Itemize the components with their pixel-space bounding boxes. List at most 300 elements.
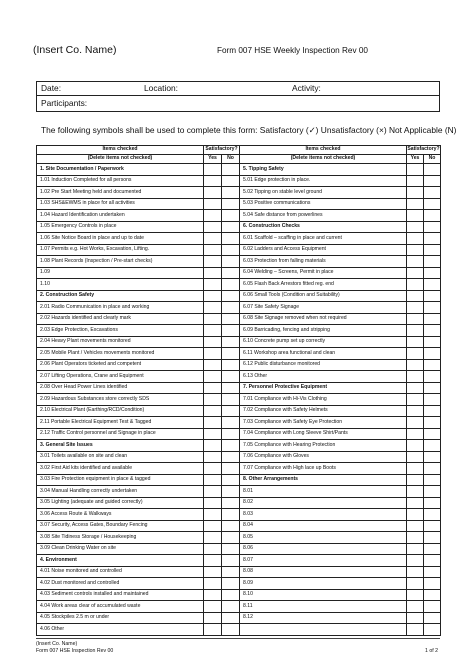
table-row [37,509,441,521]
yes-checkbox-cell[interactable] [407,267,424,279]
no-checkbox-cell[interactable] [222,532,240,544]
no-checkbox-cell[interactable] [424,532,441,544]
table-row [37,612,441,624]
check-item: 6.04 Welding – Screens, Permit in place [240,267,407,279]
yes-checkbox-cell[interactable] [204,394,222,406]
no-checkbox-cell[interactable] [424,336,441,348]
table-row [37,405,441,417]
yes-checkbox-cell[interactable] [407,175,424,187]
no-checkbox-cell[interactable] [424,612,441,624]
check-item: 6.11 Workshop area functional and clean [240,348,407,360]
check-item: 6.05 Flash Back Arrestors fitted reg. end [240,279,407,291]
yes-checkbox-cell[interactable] [204,428,222,440]
yes-checkbox-cell[interactable] [407,555,424,567]
check-item: 7.07 Compliance with High lace up Boots [240,463,407,475]
yes-checkbox-cell[interactable] [407,210,424,222]
check-item: 8.11 [240,601,407,613]
table-row [37,359,441,371]
yes-checkbox-cell[interactable] [204,244,222,256]
yes-checkbox-cell[interactable] [204,325,222,337]
table-subheader-row [37,155,441,164]
check-item: 8.08 [240,566,407,578]
items-checked-header: Items checked [240,146,407,155]
table-row [37,279,441,291]
no-checkbox-cell[interactable] [424,589,441,601]
no-checkbox-cell[interactable] [222,256,240,268]
yes-checkbox-cell[interactable] [407,313,424,325]
yes-checkbox-cell[interactable] [407,497,424,509]
check-item: 2.01 Radio Communication in place and working [37,302,204,314]
no-checkbox-cell[interactable] [424,394,441,406]
no-checkbox-cell [222,290,240,302]
yes-checkbox-cell [204,440,222,452]
satisfactory-header: Satisfactory? [204,146,240,155]
check-item: 7.05 Compliance with Hearing Protection [240,440,407,452]
check-item: 2.05 Mobile Plant / Vehicles movements monitored [37,348,204,360]
no-checkbox-cell[interactable] [424,325,441,337]
yes-checkbox-cell [204,164,222,176]
no-checkbox-cell[interactable] [222,371,240,383]
check-item: 7.04 Compliance with Long Sleeve Shirt/Pants [240,428,407,440]
table-row [37,428,441,440]
check-item: 3.06 Access Route & Walkways [37,509,204,521]
yes-checkbox-cell[interactable] [407,451,424,463]
check-item: 2.11 Portable Electrical Equipment Test & Tagged [37,417,204,429]
table-row [37,497,441,509]
no-checkbox-cell[interactable] [222,543,240,555]
no-header: No [424,155,441,164]
table-row [37,175,441,187]
yes-checkbox-cell[interactable] [407,601,424,613]
check-item: 6.09 Barricading, fencing and stripping [240,325,407,337]
table-row [37,233,441,245]
table-row [37,313,441,325]
activity-label: Activity: [292,83,321,93]
form-title: Form 007 HSE Weekly Inspection Rev 00 [217,46,368,55]
no-checkbox-cell[interactable] [222,394,240,406]
no-checkbox-cell[interactable] [222,601,240,613]
yes-checkbox-cell [204,555,222,567]
yes-checkbox-cell[interactable] [407,394,424,406]
check-item: 1.04 Hazard Identification undertaken [37,210,204,222]
delete-note-header: (Delete items not checked) [240,155,407,164]
no-checkbox-cell[interactable] [424,486,441,498]
table-row [37,451,441,463]
no-checkbox-cell[interactable] [424,520,441,532]
table-row [37,566,441,578]
yes-header: Yes [407,155,424,164]
no-checkbox-cell[interactable] [222,520,240,532]
yes-checkbox-cell[interactable] [204,417,222,429]
yes-checkbox-cell[interactable] [204,210,222,222]
yes-checkbox-cell[interactable] [204,405,222,417]
no-checkbox-cell[interactable] [222,428,240,440]
check-item: 6.13 Other [240,371,407,383]
company-name: (Insert Co. Name) [33,44,117,56]
no-checkbox-cell[interactable] [222,624,240,636]
check-item: 8.01 [240,486,407,498]
yes-checkbox-cell[interactable] [204,382,222,394]
no-checkbox-cell[interactable] [424,302,441,314]
yes-checkbox-cell[interactable] [204,256,222,268]
symbol-legend: The following symbols shall be used to complete this form: Satisfactory (✓) Unsatisfactory (×) Not Applicable (N) [41,125,457,135]
no-checkbox-cell[interactable] [424,244,441,256]
no-checkbox-cell [424,221,441,233]
check-item: 5.03 Positive communications [240,198,407,210]
no-checkbox-cell[interactable] [424,290,441,302]
yes-checkbox-cell[interactable] [204,313,222,325]
check-item: 1.08 Plant Records (Inspection / Pre-start checks) [37,256,204,268]
table-row [37,486,441,498]
yes-checkbox-cell[interactable] [407,486,424,498]
no-checkbox-cell[interactable] [222,463,240,475]
no-checkbox-cell[interactable] [424,279,441,291]
check-item: 2.10 Electrical Plant (Earthing/RCD/Condition) [37,405,204,417]
check-item: 2.06 Plant Operators ticketed and competent [37,359,204,371]
check-item: 8.05 [240,532,407,544]
yes-checkbox-cell[interactable] [204,463,222,475]
yes-checkbox-cell [407,221,424,233]
section-heading: 1. Site Documentation / Paperwork [37,164,204,176]
no-checkbox-cell[interactable] [222,244,240,256]
no-checkbox-cell[interactable] [424,348,441,360]
table-row [37,244,441,256]
check-item: 2.03 Edge Protection, Excavations [37,325,204,337]
yes-checkbox-cell[interactable] [407,256,424,268]
check-item: 2.12 Traffic Control personnel and Signage in place [37,428,204,440]
check-item: 7.02 Compliance with Safety Helmets [240,405,407,417]
no-checkbox-cell [424,164,441,176]
yes-checkbox-cell[interactable] [407,578,424,590]
no-checkbox-cell[interactable] [222,325,240,337]
check-item: 3.03 Fire Protection equipment in place & tagged [37,474,204,486]
yes-checkbox-cell[interactable] [407,417,424,429]
participants-label: Participants: [41,98,88,108]
no-checkbox-cell[interactable] [222,382,240,394]
yes-checkbox-cell[interactable] [204,566,222,578]
yes-checkbox-cell[interactable] [407,359,424,371]
no-checkbox-cell[interactable] [424,624,441,636]
check-item: 3.07 Security, Access Gates, Boundary Fencing [37,520,204,532]
yes-checkbox-cell[interactable] [204,520,222,532]
info-row-participants [37,96,439,112]
section-heading: 8. Other Arrangements [240,474,407,486]
no-checkbox-cell[interactable] [222,417,240,429]
yes-checkbox-cell[interactable] [204,221,222,233]
yes-checkbox-cell[interactable] [204,612,222,624]
yes-checkbox-cell[interactable] [407,543,424,555]
no-checkbox-cell[interactable] [222,175,240,187]
table-header-row [37,146,441,155]
yes-checkbox-cell[interactable] [204,348,222,360]
no-checkbox-cell[interactable] [424,267,441,279]
no-checkbox-cell[interactable] [424,187,441,199]
no-checkbox-cell[interactable] [424,210,441,222]
no-checkbox-cell[interactable] [222,198,240,210]
check-item: 1.10 [37,279,204,291]
no-checkbox-cell[interactable] [222,486,240,498]
yes-checkbox-cell[interactable] [407,463,424,475]
yes-checkbox-cell[interactable] [204,267,222,279]
footer-page-number: 1 of 2 [425,648,438,654]
yes-checkbox-cell[interactable] [407,279,424,291]
yes-checkbox-cell[interactable] [204,601,222,613]
yes-checkbox-cell[interactable] [407,509,424,521]
yes-checkbox-cell[interactable] [204,532,222,544]
inspection-table [36,145,441,636]
check-item: 6.06 Small Tools (Condition and Suitability) [240,290,407,302]
table-row [37,440,441,452]
yes-checkbox-cell[interactable] [407,325,424,337]
no-checkbox-cell[interactable] [424,175,441,187]
check-item: 8.10 [240,589,407,601]
table-row [37,290,441,302]
check-item: 5.01 Edge protection in place. [240,175,407,187]
check-item: 4.02 Dust monitored and controlled [37,578,204,590]
no-checkbox-cell[interactable] [424,359,441,371]
check-item: 5.04 Safe distance from powerlines [240,210,407,222]
check-item: 1.05 Emergency Controls in place [37,221,204,233]
no-checkbox-cell[interactable] [424,440,441,452]
yes-checkbox-cell[interactable] [407,566,424,578]
check-item: 2.08 Over Head Power Lines identified [37,382,204,394]
no-checkbox-cell[interactable] [424,463,441,475]
no-checkbox-cell[interactable] [424,313,441,325]
info-row-top [37,82,439,96]
check-item: 5.02 Tipping on stable level ground [240,187,407,199]
yes-checkbox-cell[interactable] [407,233,424,245]
table-row [37,463,441,475]
table-row [37,382,441,394]
items-checked-header: Items checked [37,146,204,155]
yes-checkbox-cell[interactable] [204,474,222,486]
table-row [37,543,441,555]
no-checkbox-cell[interactable] [222,589,240,601]
yes-checkbox-cell[interactable] [407,405,424,417]
no-checkbox-cell[interactable] [424,509,441,521]
location-label: Location: [144,83,178,93]
yes-checkbox-cell[interactable] [204,336,222,348]
check-item: 3.05 Lighting (adequate and guided correctly) [37,497,204,509]
check-item: 2.02 Hazards identified and clearly mark [37,313,204,325]
no-checkbox-cell[interactable] [424,417,441,429]
table-row [37,325,441,337]
table-row [37,164,441,176]
no-checkbox-cell[interactable] [222,348,240,360]
no-checkbox-cell[interactable] [424,428,441,440]
yes-checkbox-cell[interactable] [407,198,424,210]
no-checkbox-cell[interactable] [222,302,240,314]
footer-company: (Insert Co. Name) [36,641,78,647]
no-checkbox-cell[interactable] [222,187,240,199]
section-heading: 2. Construction Safety [37,290,204,302]
no-checkbox-cell[interactable] [222,210,240,222]
check-item: 6.01 Scaffold – scaffing in place and current [240,233,407,245]
table-row [37,417,441,429]
footer-divider [36,638,440,639]
no-checkbox-cell [222,164,240,176]
table-row [37,532,441,544]
check-item: 1.07 Permits e.g. Hot Works, Excavation, Lifting. [37,244,204,256]
yes-checkbox-cell[interactable] [204,589,222,601]
yes-checkbox-cell [204,290,222,302]
yes-checkbox-cell[interactable] [407,371,424,383]
no-checkbox-cell[interactable] [222,405,240,417]
no-checkbox-cell[interactable] [222,474,240,486]
check-item: 8.12 [240,612,407,624]
yes-checkbox-cell[interactable] [204,497,222,509]
yes-checkbox-cell[interactable] [204,578,222,590]
table-row [37,198,441,210]
check-item: 8.02 [240,497,407,509]
yes-checkbox-cell[interactable] [204,509,222,521]
no-checkbox-cell[interactable] [222,267,240,279]
yes-checkbox-cell[interactable] [407,187,424,199]
yes-checkbox-cell[interactable] [407,428,424,440]
info-box [36,81,440,112]
table-row [37,394,441,406]
delete-note-header: (Delete items not checked) [37,155,204,164]
check-item: 1.01 Induction Completed for all persons [37,175,204,187]
no-checkbox-cell [424,474,441,486]
yes-checkbox-cell[interactable] [204,302,222,314]
check-item: 1.06 Site Notice Board in place and up to date [37,233,204,245]
table-row [37,221,441,233]
check-item: 7.06 Compliance with Gloves [240,451,407,463]
no-checkbox-cell[interactable] [424,371,441,383]
no-checkbox-cell[interactable] [222,233,240,245]
yes-checkbox-cell[interactable] [204,175,222,187]
check-item: 2.04 Heavy Plant movements monitored [37,336,204,348]
yes-checkbox-cell[interactable] [204,451,222,463]
yes-checkbox-cell[interactable] [204,279,222,291]
check-item: 3.09 Clean Drinking Water on site [37,543,204,555]
check-item: 8.04 [240,520,407,532]
table-row [37,589,441,601]
yes-checkbox-cell[interactable] [407,612,424,624]
no-checkbox-cell[interactable] [222,359,240,371]
check-item: 1.09 [37,267,204,279]
yes-checkbox-cell[interactable] [204,233,222,245]
no-checkbox-cell[interactable] [222,336,240,348]
check-item: 6.02 Ladders and Access Equipment [240,244,407,256]
footer-form-title: Form 007 HSE Inspection Rev 00 [36,648,114,654]
no-checkbox-cell[interactable] [222,509,240,521]
no-checkbox-cell[interactable] [424,566,441,578]
table-row [37,520,441,532]
no-checkbox-cell[interactable] [424,256,441,268]
no-checkbox-cell [424,382,441,394]
yes-checkbox-cell[interactable] [204,187,222,199]
check-item [240,624,407,636]
table-row [37,187,441,199]
yes-checkbox-cell[interactable] [407,348,424,360]
check-item: 6.10 Concrete pump set up correctly [240,336,407,348]
no-checkbox-cell[interactable] [222,221,240,233]
no-checkbox-cell[interactable] [424,555,441,567]
satisfactory-header: Satisfactory? [407,146,441,155]
check-item: 1.02 Pre Start Meeting held and documented [37,187,204,199]
yes-checkbox-cell[interactable] [204,543,222,555]
yes-checkbox-cell[interactable] [204,371,222,383]
check-item: 3.02 First Aid kits identified and available [37,463,204,475]
no-header: No [222,155,240,164]
yes-checkbox-cell[interactable] [204,624,222,636]
yes-header: Yes [204,155,222,164]
check-item: 4.03 Sediment controls installed and maintained [37,589,204,601]
check-item: 4.01 Noise monitored and controlled [37,566,204,578]
check-item: 6.08 Site Signage removed when not required [240,313,407,325]
check-item: 8.07 [240,555,407,567]
section-heading: 7. Personnel Protective Equipment [240,382,407,394]
no-checkbox-cell[interactable] [424,233,441,245]
check-item: 3.08 Site Tidiness Storage / Housekeeping [37,532,204,544]
no-checkbox-cell[interactable] [222,313,240,325]
table-row [37,348,441,360]
no-checkbox-cell[interactable] [424,451,441,463]
date-label: Date: [41,83,62,93]
check-item: 7.03 Compliance with Safety Eye Protection [240,417,407,429]
yes-checkbox-cell[interactable] [407,440,424,452]
no-checkbox-cell[interactable] [424,198,441,210]
check-item: 6.03 Protection from falling materials [240,256,407,268]
yes-checkbox-cell[interactable] [407,290,424,302]
yes-checkbox-cell [407,164,424,176]
no-checkbox-cell[interactable] [222,279,240,291]
yes-checkbox-cell[interactable] [407,336,424,348]
no-checkbox-cell[interactable] [222,566,240,578]
no-checkbox-cell[interactable] [222,497,240,509]
yes-checkbox-cell[interactable] [407,589,424,601]
check-item: 8.06 [240,543,407,555]
check-item: 2.07 Lifting Operations, Crane and Equipment [37,371,204,383]
table-row [37,371,441,383]
section-heading: 6. Construction Checks [240,221,407,233]
no-checkbox-cell[interactable] [222,451,240,463]
yes-checkbox-cell[interactable] [204,359,222,371]
check-item: 4.04 Work areas clear of accumulated waste [37,601,204,613]
yes-checkbox-cell[interactable] [407,532,424,544]
yes-checkbox-cell[interactable] [407,520,424,532]
no-checkbox-cell[interactable] [222,612,240,624]
table-row [37,267,441,279]
check-item: 1.03 SHS&EWMS in place for all activities [37,198,204,210]
section-heading: 4. Environment [37,555,204,567]
table-row [37,601,441,613]
yes-checkbox-cell[interactable] [204,198,222,210]
yes-checkbox-cell [407,474,424,486]
no-checkbox-cell[interactable] [424,601,441,613]
no-checkbox-cell[interactable] [222,578,240,590]
check-item: 6.07 Site Safety Signage [240,302,407,314]
check-item: 4.06 Other [37,624,204,636]
table-row [37,474,441,486]
yes-checkbox-cell [407,382,424,394]
yes-checkbox-cell[interactable] [407,302,424,314]
no-checkbox-cell[interactable] [424,543,441,555]
table-row [37,256,441,268]
check-item: 2.09 Hazardous Substances store correctly SDS [37,394,204,406]
no-checkbox-cell[interactable] [424,578,441,590]
yes-checkbox-cell[interactable] [204,486,222,498]
yes-checkbox-cell[interactable] [407,624,424,636]
no-checkbox-cell[interactable] [424,405,441,417]
section-heading: 5. Tipping Safety [240,164,407,176]
yes-checkbox-cell[interactable] [407,244,424,256]
check-item: 7.01 Compliance with Hi-Vis Clothing [240,394,407,406]
table-row [37,624,441,636]
no-checkbox-cell[interactable] [424,497,441,509]
